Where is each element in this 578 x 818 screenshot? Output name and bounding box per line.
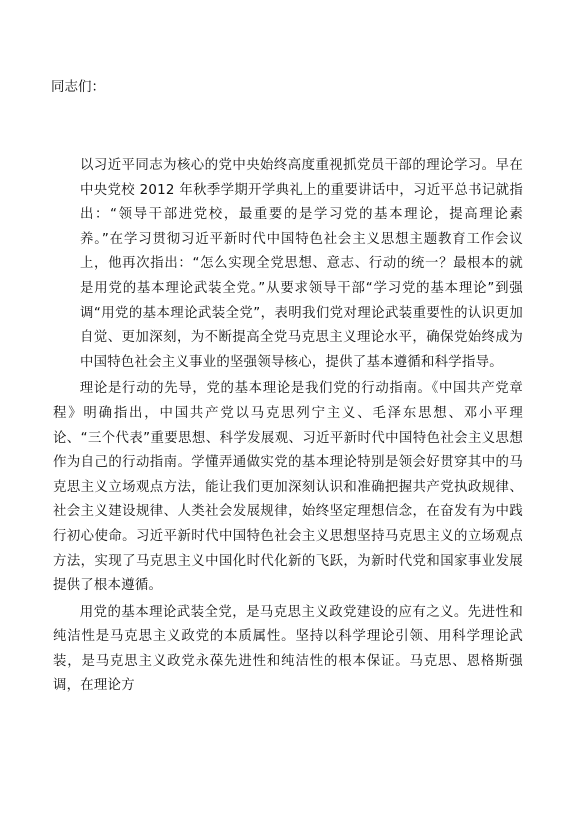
paragraph-2: 理论是行动的先导，党的基本理论是我们党的行动指南。《中国共产党章程》明确指出，中国共产党以马克思列宁主义、毛泽东思想、邓小平理论、“三个代表”重要思想、科学发展观、习近平新时代中国特色社会主义思想作为自己的行动指南。学懂弄通做实党的基本理论特别是领会好贯穿其中的马克思主义立场观点方法，能让我们更加深刻认识和准确把握共产党执政规律、社会主义建设规律、人类社会发展规律，始终坚定理想信念，在奋发有为中践行初心使命。习近平新时代中国特色社会主义思想坚持马克思主义的立场观点方法，实现了马克思主义中国化时代化新的飞跃，为新时代党和国家事业发展提供了根本遵循。 bbox=[53, 381, 523, 594]
salutation: 同志们： bbox=[51, 79, 105, 95]
paragraph-1: 以习近平同志为核心的党中央始终高度重视抓党员干部的理论学习。早在中央党校 2012 年秋季学期开学典礼上的重要讲话中，习近平总书记就指出：“领导干部进党校，最重要的是学习党的基本理论，提高理论素养。”在学习贯彻习近平新时代中国特色社会主义思想主题教育工作会议上，他再次指出：“怎么实现全党思想、意志、行动的统一？最根本的就是用党的基本理论武装全党。”从要求领导干部“学习党的基本理论”到强调“用党的基本理论武装全党”，表明我们党对理论武装重要性的认识更加自觉、更加深刻，为不断提高全党马克思主义理论水平，确保党始终成为中国特色社会主义事业的坚强领导核心，提供了基本遵循和科学指导。 bbox=[80, 158, 523, 370]
paragraph-3: 用党的基本理论武装全党，是马克思主义政党建设的应有之义。先进性和纯洁性是马克思主义政党的本质属性。坚持以科学理论引领、用科学理论武装，是马克思主义政党永葆先进性和纯洁性的根本保证。马克思、恩格斯强调，在理论方 bbox=[53, 604, 523, 694]
document-body bbox=[53, 154, 523, 701]
